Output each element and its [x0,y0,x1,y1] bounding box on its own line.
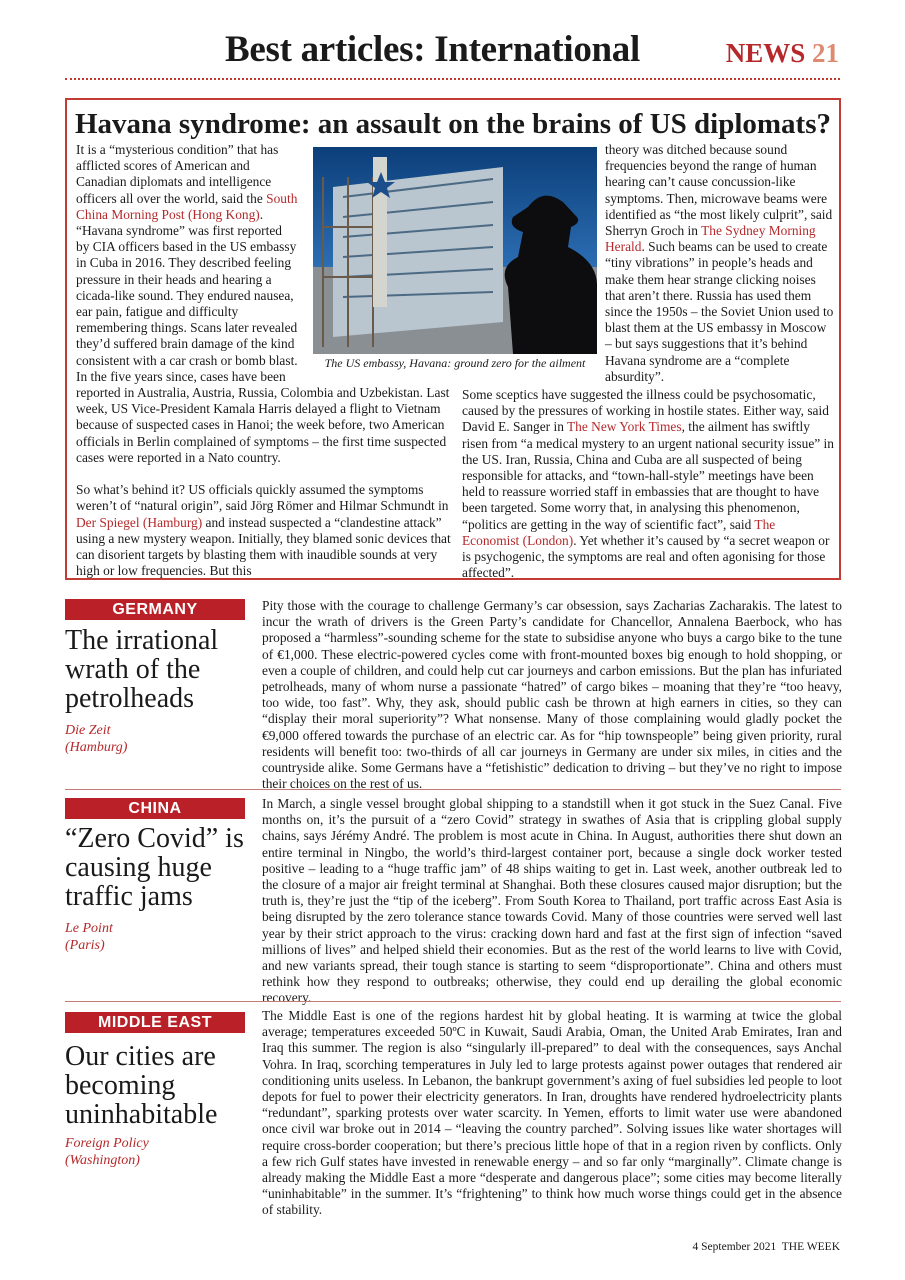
article-source [65,1135,255,1169]
article-body: Pity those with the courage to challenge Germany’s car obsession, says Zacharias Zacharakis. The latest to incur the wrath of drivers is the Green Party’s candidate for Chancellor, Annalena Baerbock, who has proposed a “harmless”-sounding scheme for the state to subsidise anyone who buys a cargo bike to the tune of €1,000. These electric-powered cycles come with front-mounted boxes big enough to hold shopping, or even a couple of children, and could help cut car journeys and carbon emissions. But the plan has infuriated petrolheads, many of whom nurse a passionate “hatred” of cargo bikes – moaning that they’re “too heavy, too wide, too fast”. Why, they ask, should public cash be thrown at high earners in cities, so they can “display their moral superiority”? What nonsense. Many of those complaining would gladly pocket the €9,000 offered towards the purchase of an electric car. As for “hip townspeople” being given priority, rural residents will benefit too: two-thirds of all car journeys in Germany are under six miles, in cities and the countryside alike. Some Germans have a “fetishistic” dedication to driving – but they’ve no right to impose their choices on the rest of us. [262,598,842,792]
source-name: Die Zeit [65,723,111,738]
issue-date: 4 September 2021 [692,1241,777,1253]
source-city: (Washington) [65,1153,140,1168]
article-headline: “Zero Covid” is causing huge traffic jams [65,823,244,912]
page-number: 21 [812,38,839,68]
feature-column-2 [605,142,835,385]
text-run: . Such beams can be used to create “tiny vibrations” in people’s heads and make them hear strange clicking noises that aren’t there. Russia has used them since the 1950s – the Soviet Union used to blast them at the US embassy in Moscow – but says suggestions that it’s behind Havana syndrome are a “complete absurdity”. [605,239,834,384]
article-body: In March, a single vessel brought global shipping to a standstill when it got stuck in the Suez Canal. Five months on, it’s the pursuit of a “zero Covid” strategy in swathes of Asia that is crippling global supply chains, says Jérémy André. The problem is most acute in China. In August, authorities there shut down an entire terminal in Ningbo, the world’s third-largest container port, because a single dock worker tested positive – leading to a “huge traffic jam” of 48 ships waiting to get in. Last week, another outbreak led to the closure of a major air freight terminal at Shanghai. Both these closures caused major disruption; but the truth is, they’re just the “tip of the iceberg”. From South Korea to Thailand, port traffic across East Asia is being disrupted by the zero tolerance stance towards Covid. Many of those countries were served well last year by their strict approach to the virus: cracking down hard and fast at the first sign of infection “saved millions of lives” and helped shield their economies. But as the rest of the world learns to live with Covid, and new variants spread, their tough stance is starting to seem “disproportionate”. China and others must rethink how they respond to outbreaks; otherwise, they could end up derailing the global economic recovery. [262,796,842,1006]
text-run: So what’s behind it? US officials quickly assumed the symptoms weren’t of “natural origin”, said Jörg Römer and Hilmar Schmundt in [76,482,449,514]
source-city: (Hamburg) [65,740,128,755]
text-run: Some sceptics have suggested the illness could be psychosomatic, caused by the pressures of working in hostile states. Either way, said David E. Sanger in [462,387,829,435]
section-name: NEWS [725,38,806,68]
source-link[interactable]: Der Spiegel (Hamburg) [76,514,203,530]
photo-caption: The US embassy, Havana: ground zero for the ailment [324,356,586,370]
feature-headline: Havana syndrome: an assault on the brains of US diplomats? [74,108,831,140]
article-source [65,722,255,756]
embassy-illustration [313,147,597,354]
footer [693,1241,840,1253]
text-run: . Yet whether it’s caused by “a secret weapon or is psychogenic, the symptoms are real and often agonising for those affected”. [462,532,830,581]
publication-name: THE WEEK [781,1241,840,1253]
header-divider [65,78,840,80]
embassy-photo [313,147,597,354]
article-headline: The irrational wrath of the petrolheads [65,625,219,714]
feature-column-3 [462,387,834,581]
source-city: (Paris) [65,938,105,953]
region-label-china: CHINA [65,798,245,819]
source-name: Le Point [65,921,113,936]
text-run: . “Havana syndrome” was first reported by CIA officers based in the US embassy in Cuba in 2016. They described feeling pressure in their heads and hearing a cicada-like sound. They endured nausea, ear pain, fatigue and difficulty remembering things. Scans later revealed they’d suffered brain damage of the kind consistent with a car crash or bomb blast. In the five years since, cases have been reported in Australia, Austria, Russia, Colombia and Uzbekistan. Last week, US Vice-President Kamala Harris delayed a flight to Vietnam because of suspected cases in Hanoi; the week before, two American officials in Berlin complained of symptoms – the first time suspected cases were reported in a Nato country. [76,206,450,465]
divider [65,1001,841,1002]
text-run: theory was ditched because sound frequencies beyond the range of human hearing can’t cause concussion-like symptoms. Then, microwave beams were identified as “the most likely culprit”, said Sherryn Groch in [605,142,833,239]
section-marker [726,38,839,69]
text-run: , the ailment has swiftly risen from “a medical mystery to an urgent national security issue” in the US. Iran, Russia, China and Cuba are all suspected of being responsible for attacks, and “town-hall-style” meetings have been held to reassure worried staff in embassies that are thought to have been targeted. Some worry that, in analysing this phenomenon, “politics are getting in the way of scientific fact”, said [462,419,834,532]
source-link[interactable]: South China Morning Post (Hong Kong) [76,190,298,222]
source-link[interactable]: The New York Times [567,419,682,435]
text-run: and instead suspected a “clandestine attack” using a new mystery weapon. Initially, they blamed sonic devices that can disorient targets by blasting them with inaudible sounds at very high or low frequencies. But this [76,514,451,579]
region-label-germany: GERMANY [65,599,245,620]
source-link[interactable]: The Economist (London) [462,516,776,548]
divider [65,789,841,790]
page-title: Best articles: International [225,29,640,70]
source-name: Foreign Policy [65,1136,149,1151]
source-link[interactable]: The Sydney Morning Herald [605,223,816,255]
region-label-middle-east: MIDDLE EAST [65,1012,245,1033]
article-body: The Middle East is one of the regions hardest hit by global heating. It is warming at twice the global average; temperatures exceeded 50ºC in Kuwait, Saudi Arabia, Oman, the United Arab Emirates, Iran and Iraq this summer. The region is also “singularly ill-prepared” to deal with the consequences, says Anchal Vohra. In Iraq, scorching temperatures in July led to large protests against power outages that rendered air conditioning units useless. In Lebanon, the bankrupt government’s axing of fuel subsidies led people to loot depots for fuel to power their electricity generators. In Iran, droughts have rendered hydroelectricity plants “redundant”, sparking protests over water scarcity. In Yemen, efforts to limit water use were abandoned once civil war broke out in 2014 – “leaving the country parched”. Solving issues like water shortages will require cross-border cooperation; but there’s precious little hope of that in a region riven by conflicts. Only a few rich Gulf states have invested in renewable energy – and so far only “marginally”. Climate change is already making the Middle East a more “desperate and dangerous place”; some cities may become literally “uninhabitable” in the summer. It’s “frightening” to think how much worse things could get in the absence of stability. [262,1008,842,1218]
text-run: It is a “mysterious condition” that has afflicted scores of American and Canadian diplomats and intelligence officers all over the world, said the [76,142,279,206]
article-source [65,920,255,954]
article-headline: Our cities are becoming uninhabitable [65,1041,218,1130]
